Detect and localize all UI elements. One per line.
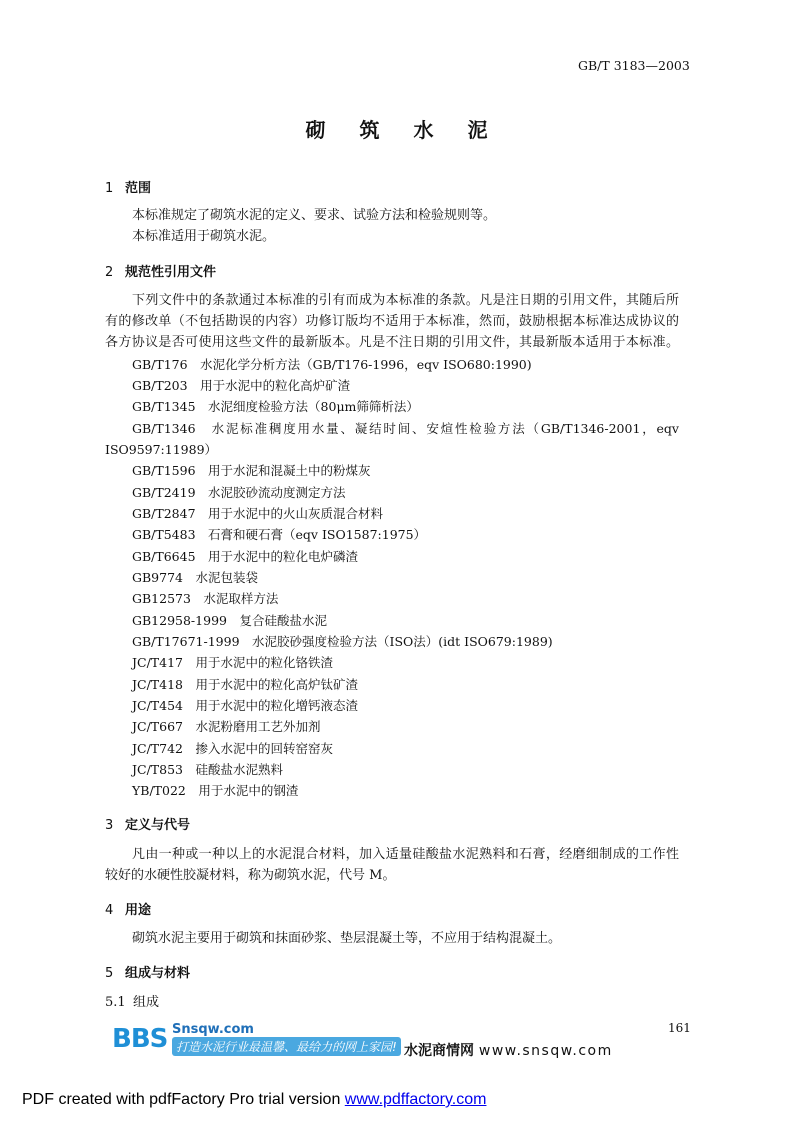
watermark-slogan: 打造水泥行业最温馨、最给力的网上家园! (172, 1037, 401, 1056)
watermark-site: Snsqw.com (172, 1022, 254, 1037)
bbs-logo: BBS (112, 1024, 168, 1054)
reference-item: JC/T417 用于水泥中的粒化铬铁渣 (132, 655, 333, 670)
reference-item: GB/T203 用于水泥中的粒化高炉矿渣 (132, 378, 351, 393)
reference-item: GB/T1596 用于水泥和混凝土中的粉煤灰 (132, 463, 371, 478)
reference-item: GB9774 水泥包装袋 (132, 570, 258, 585)
section-title: 用途 (125, 903, 152, 918)
pdf-footer (22, 1091, 486, 1109)
section-2-intro-line-2: 有的修改单（不包括勘误的内容）功修订版均不适用于本标准，然而，鼓励根据本标准达成协议的 (105, 314, 679, 329)
section-2-intro-line-3: 各方协议是否可使用这些文件的最新版本。凡是不注日期的引用文件，其最新版本适用于本标准。 (105, 335, 679, 350)
reference-item: GB/T6645 用于水泥中的粒化电炉磷渣 (132, 549, 359, 564)
section-title: 规范性引用文件 (125, 265, 217, 280)
section-1-para-1: 本标准规定了砌筑水泥的定义、要求、试验方法和检验规则等。 (132, 208, 497, 223)
reference-item: JC/T454 用于水泥中的粒化增钙液态渣 (132, 698, 358, 713)
reference-item: GB/T176 水泥化学分析方法（GB/T176-1996，eqv ISO680:1990) (132, 357, 532, 372)
section-1-heading (105, 177, 151, 196)
section-2-intro-line-1: 下列文件中的条款通过本标准的引有而成为本标准的条款。凡是注日期的引用文件，其随后所 (132, 293, 679, 308)
reference-item: GB/T1346 水泥标准稠度用水量、凝结时间、安煊性检验方法（GB/T1346-2001，eqv (132, 421, 679, 436)
section-4-para: 砌筑水泥主要用于砌筑和抹面砂浆、垫层混凝土等，不应用于结构混凝土。 (132, 931, 562, 946)
reference-item-continued: ISO9597:11989） (105, 442, 218, 457)
section-title: 定义与代号 (125, 818, 191, 833)
reference-item: GB/T5483 石膏和硬石膏（eqv ISO1587:1975） (132, 527, 427, 542)
section-title: 范围 (125, 181, 152, 196)
footer-text: PDF created with pdfFactory Pro trial version (22, 1091, 345, 1108)
reference-item: GB/T17671-1999 水泥胶砂强度检验方法（ISO法）(idt ISO679:1989) (132, 634, 553, 649)
brand-name: 水泥商情网 (404, 1043, 474, 1059)
reference-item: GB/T2419 水泥胶砂流动度测定方法 (132, 485, 346, 500)
standard-number: GB/T 3183—2003 (578, 58, 690, 73)
reference-item: GB/T1345 水泥细度检验方法（80μm筛筛析法） (132, 399, 419, 414)
section-number: 1 (105, 181, 114, 196)
reference-item: JC/T418 用于水泥中的粒化高炉钛矿渣 (132, 677, 358, 692)
reference-item: YB/T022 用于水泥中的钢渣 (132, 783, 299, 798)
reference-item: JC/T853 硅酸盐水泥熟料 (132, 762, 283, 777)
brand-url[interactable]: www.snsqw.com (478, 1043, 613, 1059)
subsection-5-1-heading (105, 992, 159, 1013)
reference-item: GB/T2847 用于水泥中的火山灰质混合材料 (132, 506, 384, 521)
watermark-brand[interactable] (404, 1040, 613, 1060)
section-3-line-1: 凡由一种或一种以上的水泥混合材料，加入适量硅酸盐水泥熟料和石膏，经磨细制成的工作性 (132, 847, 679, 862)
section-4-heading (105, 899, 151, 918)
section-number: 3 (105, 818, 114, 833)
document-title: 砌筑水泥 (305, 118, 522, 142)
section-2-heading (105, 261, 216, 280)
section-3-heading (105, 814, 190, 833)
section-title: 组成与材料 (125, 966, 191, 981)
section-5-heading (105, 962, 190, 981)
section-number: 5 (105, 966, 114, 981)
section-3-line-2: 较好的水硬性胶凝材料，称为砌筑水泥，代号 M。 (105, 868, 396, 883)
reference-item: GB12573 水泥取样方法 (132, 591, 279, 606)
footer-link[interactable]: www.pdffactory.com (344, 1091, 487, 1108)
section-1-para-2: 本标准适用于砌筑水泥。 (132, 229, 276, 244)
subsection-number: 5.1 (105, 995, 126, 1010)
reference-item: GB12958-1999 复合硅酸盐水泥 (132, 613, 327, 628)
subsection-title: 组成 (133, 995, 160, 1010)
reference-item: JC/T667 水泥粉磨用工艺外加剂 (132, 719, 321, 734)
page-number: 161 (668, 1021, 691, 1035)
reference-item: JC/T742 掺入水泥中的回转窑窑灰 (132, 741, 333, 756)
section-number: 2 (105, 265, 114, 280)
section-number: 4 (105, 903, 114, 918)
